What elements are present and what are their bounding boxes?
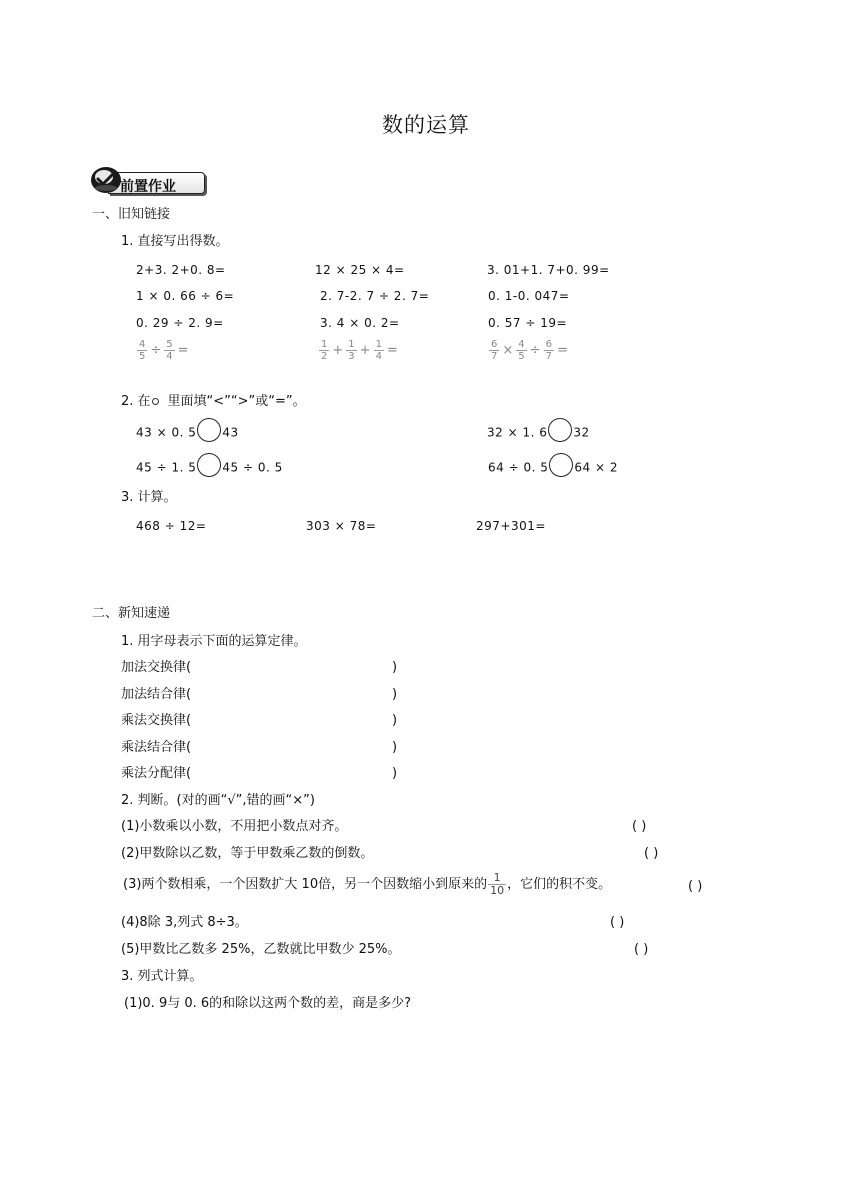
law-close: ) [392,660,398,675]
law-close: ) [392,740,398,755]
s2-q3-item: (1)0. 9与 0. 6的和除以这两个数的差，商是多少? [124,996,412,1011]
comparison-circle[interactable] [197,453,221,477]
calc-item: 468 ÷ 12= [136,519,207,533]
fraction-expression-a: $\frac{4}{5}$ ÷ $\frac{5}{4}$ = [139,339,189,362]
comparison-item: 43 × 0. 5 43 [136,424,239,442]
judge-item: (2)甲数除以乙数，等于甲数乘乙数的倒数。 [121,846,374,861]
comparison-circle[interactable] [549,453,573,477]
comparison-item: 45 ÷ 1. 5 45 ÷ 0. 5 [136,459,283,477]
calc-item: 303 × 78= [306,519,377,533]
comparison-circle[interactable] [548,418,572,442]
q3-prompt: 3. 计算。 [121,490,177,505]
calc-item: 12 × 25 × 4= [315,263,405,277]
law-label: 加法交换律( [121,660,192,675]
page-title: 数的运算 [382,113,470,137]
calc-item: 2+3. 2+0. 8= [136,263,226,277]
law-label: 乘法结合律( [121,740,192,755]
judge-answer[interactable]: ( ) [610,915,625,930]
section1-heading: 一、旧知链接 [92,207,171,222]
comparison-circle[interactable] [197,418,221,442]
judge-answer[interactable]: ( ) [634,942,649,957]
fraction-expression-b: $\frac{1}{2}$ + $\frac{1}{3}$ + $\frac{1}{4}$ = [321,339,398,362]
comparison-item: 64 ÷ 0. 5 64 × 2 [488,459,618,477]
judge-item: (3)两个数相乘，一个因数扩大 10倍，另一个因数缩小到原来的 $\frac{1}{10}$ ，它们的积不变。 [123,871,612,898]
judge-answer[interactable]: ( ) [632,819,647,834]
law-close: ) [392,713,398,728]
law-label: 乘法交换律( [121,713,192,728]
section2-heading: 二、新知速递 [92,606,171,621]
calc-item: 0. 1-0. 047= [488,289,570,303]
judge-item: (5)甲数比乙数多 25%，乙数就比甲数少 25%。 [121,942,401,957]
calc-item: 1 × 0. 66 ÷ 6= [136,289,235,303]
judge-answer[interactable]: ( ) [644,846,659,861]
comparison-item: 32 × 1. 6 32 [487,424,590,442]
checkmark-disc-icon [90,165,124,195]
calc-item: 0. 57 ÷ 19= [488,316,568,330]
small-circle-icon [152,398,159,405]
s2-q2-prompt: 2. 判断。(对的画“√”,错的画“×”) [121,793,315,808]
judge-item: (1)小数乘以小数，不用把小数点对齐。 [121,819,348,834]
law-close: ) [392,687,398,702]
calc-item: 2. 7-2. 7 ÷ 2. 7= [320,289,430,303]
law-label: 乘法分配律( [121,766,192,781]
calc-item: 3. 4 × 0. 2= [320,316,400,330]
fraction-expression-c: $\frac{6}{7}$ × $\frac{4}{5}$ ÷ $\frac{6}{7}$ = [491,339,568,362]
q1-prompt: 1. 直接写出得数。 [121,234,229,249]
law-close: ) [392,766,398,781]
badge-label: 前置作业 [120,179,176,195]
section-badge [90,163,210,197]
s2-q3-prompt: 3. 列式计算。 [121,969,203,984]
judge-item: (4)8除 3,列式 8÷3。 [121,915,248,930]
calc-item: 297+301= [476,519,546,533]
q2-prompt: 2. 在 里面填“<”“>”或“=”。 [121,394,306,409]
calc-item: 0. 29 ÷ 2. 9= [136,316,224,330]
judge-answer[interactable]: ( ) [688,879,703,894]
s2-q1-prompt: 1. 用字母表示下面的运算定律。 [121,634,307,649]
law-label: 加法结合律( [121,687,192,702]
calc-item: 3. 01+1. 7+0. 99= [487,263,610,277]
